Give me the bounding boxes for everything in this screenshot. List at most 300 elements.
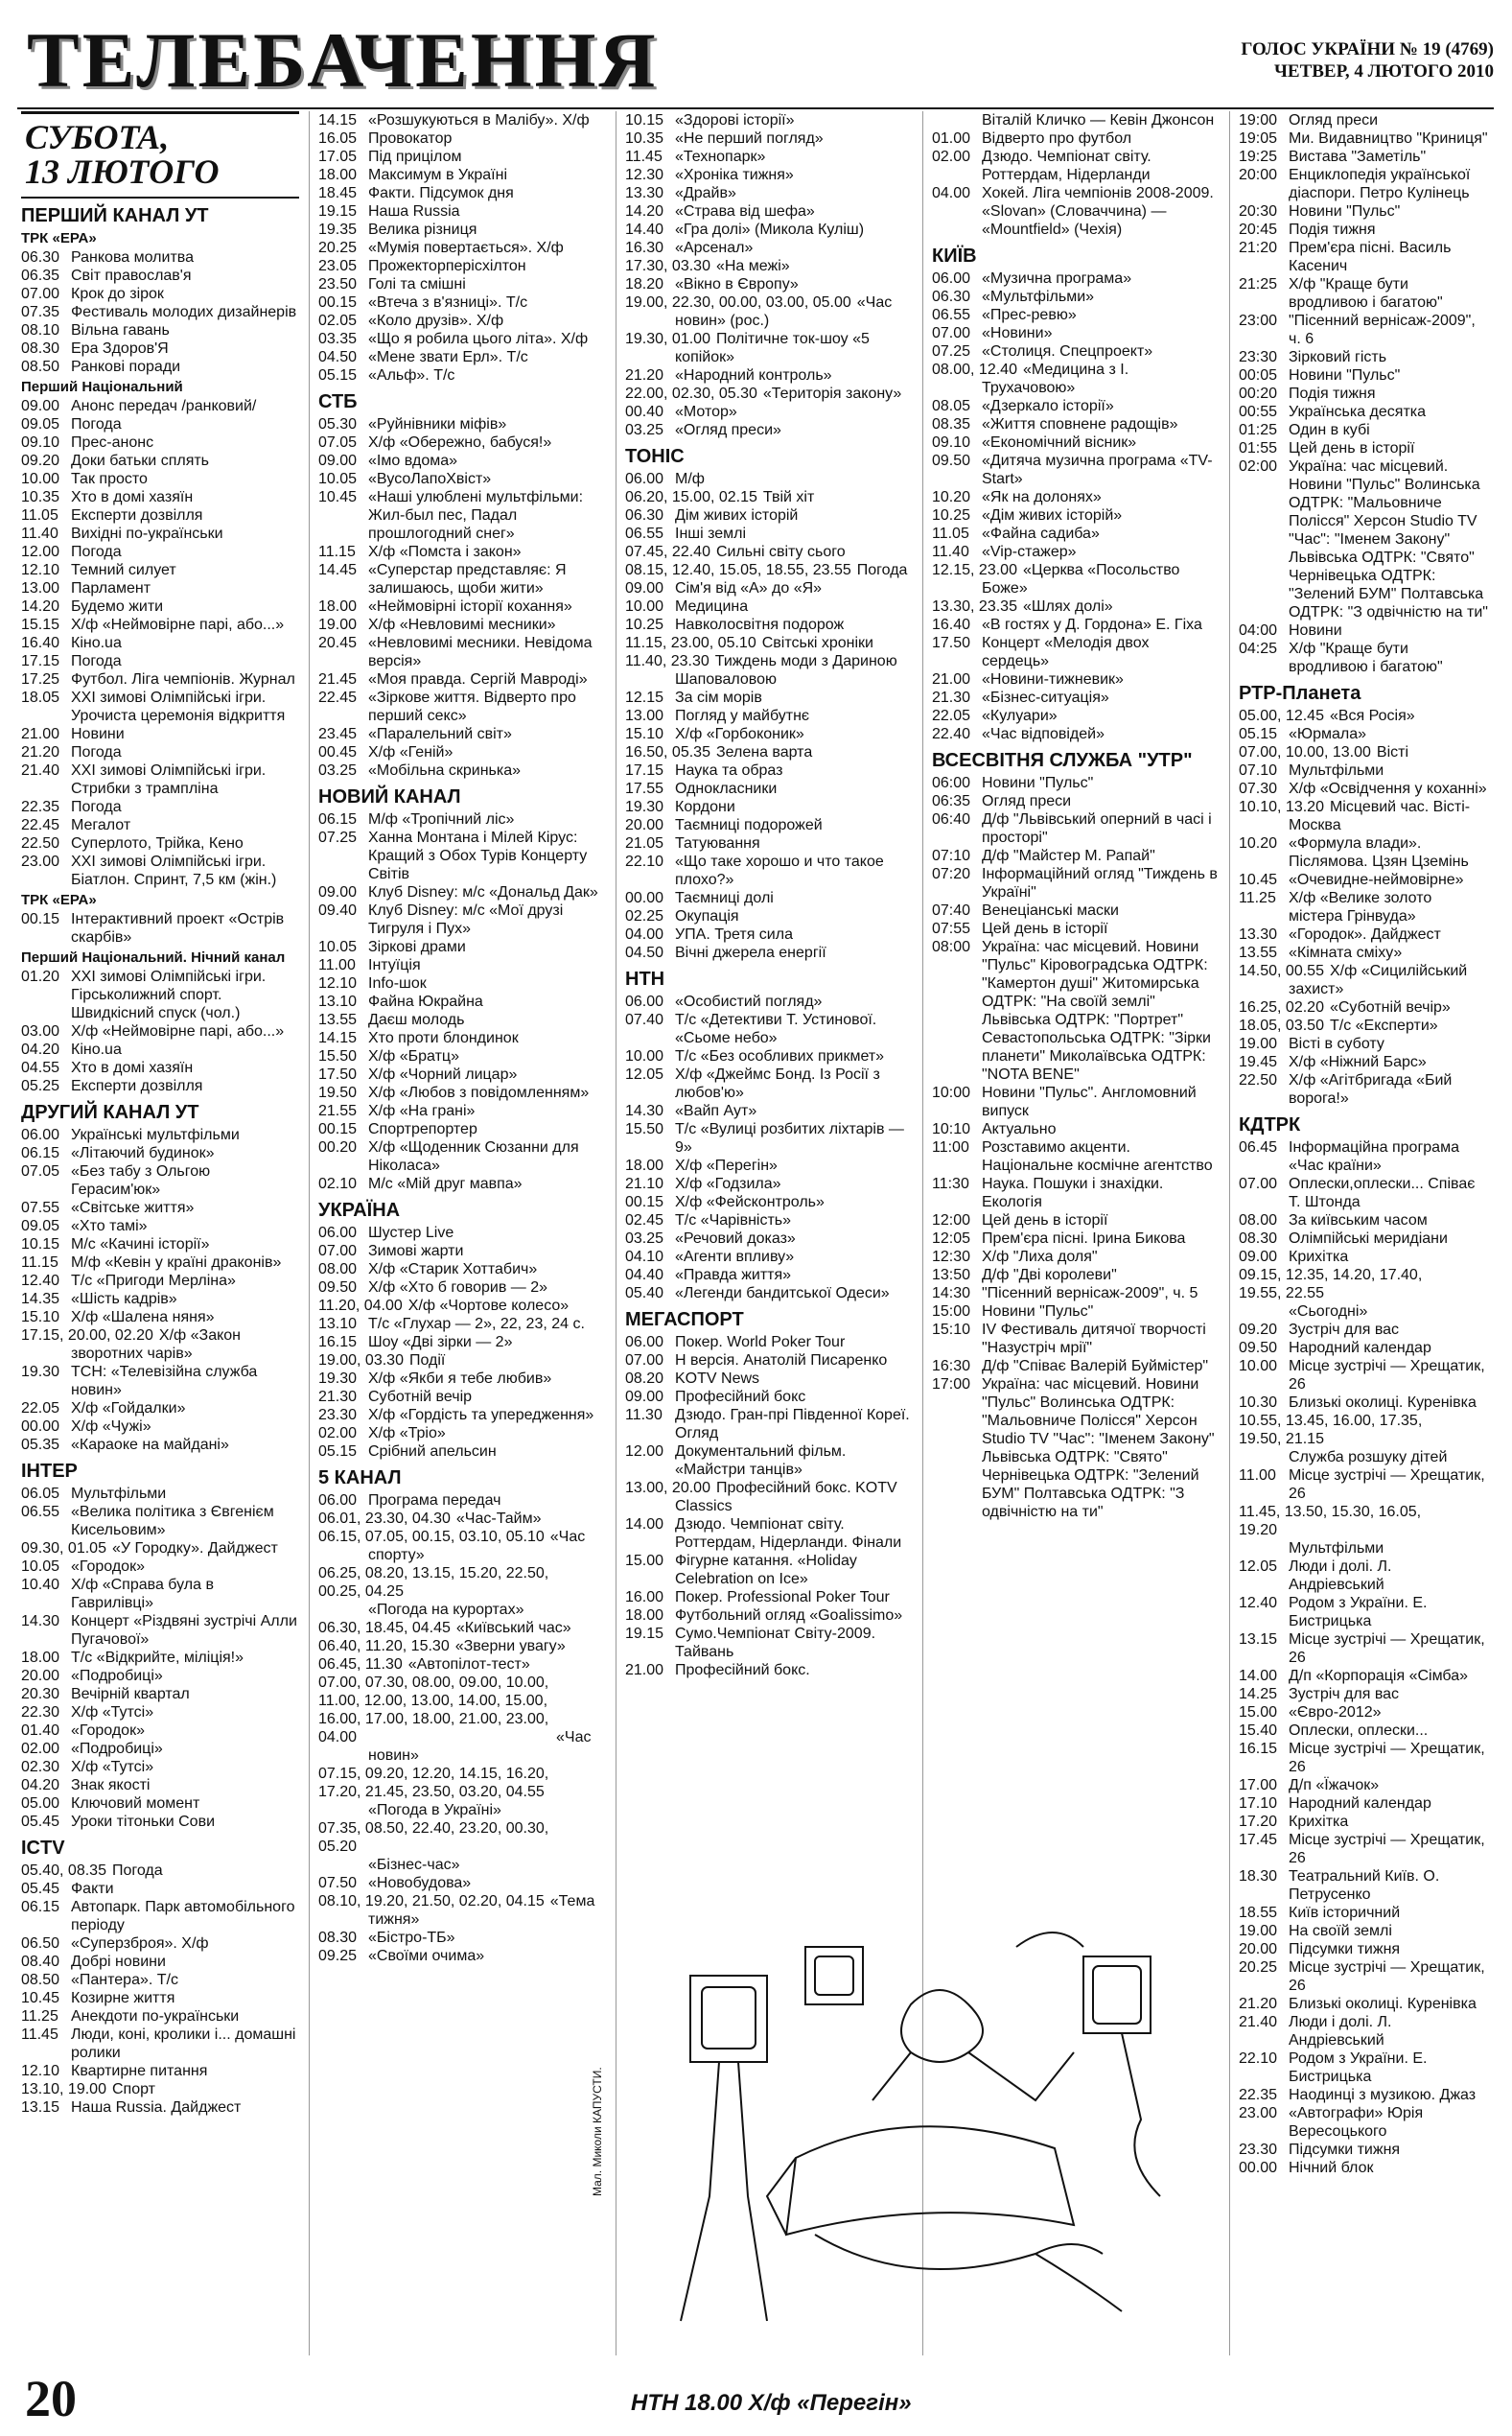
program-title: Татуювання (675, 835, 760, 852)
schedule-list (1239, 111, 1490, 2177)
program-title: Хто в домі хазяїн (71, 489, 194, 505)
program-time: 04.00 (625, 926, 664, 943)
program-time: 17.00 (1239, 1777, 1278, 1793)
program-entry (932, 506, 1220, 525)
channel-heading: ВСЕСВІТНЯ СЛУЖБА "УТР" (932, 750, 1193, 771)
program-title: Мультфільми (1289, 762, 1384, 779)
program-time: 09.50 (1239, 1340, 1278, 1356)
program-title: Професійний бокс. KOTV Classics (675, 1480, 897, 1514)
program-title: Родом з України. Е. Бистрицька (1289, 1595, 1428, 1629)
program-time: 21:25 (1239, 276, 1278, 293)
channel-heading: ПЕРШИЙ КАНАЛ УТ (21, 205, 209, 226)
program-title: Ранкові поради (71, 359, 181, 375)
program-title: Місце зустрічі — Хрещатик, 26 (1289, 1631, 1485, 1666)
program-entry (932, 1266, 1220, 1284)
program-entry (625, 1479, 913, 1515)
program-title: «Як на долонях» (982, 489, 1102, 505)
day-date: 13 ЛЮТОГО (25, 152, 220, 191)
program-title: Ми. Видавництво "Криниця" (1289, 130, 1488, 147)
program-entry (21, 1649, 299, 1667)
program-title: Мультфільми (1289, 1540, 1384, 1557)
program-time: 10.45 (318, 489, 358, 505)
program-title: Наука. Пошуки і знахідки. Екологія (982, 1176, 1164, 1210)
program-entry (21, 616, 299, 634)
program-title: «Руйнівники міфів» (368, 416, 507, 433)
program-title: Зимові жарти (368, 1243, 464, 1259)
program-entry (21, 1235, 299, 1253)
program-title: KOTV News (675, 1370, 760, 1387)
program-entry (932, 707, 1220, 725)
program-time: 11.30 (625, 1407, 663, 1423)
program-title: Хто в домі хазяїн (71, 1060, 194, 1076)
program-entry (932, 1248, 1220, 1266)
program-time: 14.20 (21, 598, 60, 615)
program-time: 09.30, 01.05 (21, 1540, 106, 1557)
program-time: 04.40 (625, 1267, 664, 1283)
program-title: Парламент (71, 580, 151, 597)
program-time: 09.40 (318, 902, 358, 919)
program-entry (625, 652, 913, 689)
program-entry (318, 1765, 606, 1819)
program-title: Олімпійські меридіани (1289, 1230, 1448, 1247)
program-time: 06.35 (21, 268, 60, 284)
program-entry (932, 543, 1220, 561)
program-entry (1239, 166, 1490, 202)
program-title: Крихітка (1289, 1814, 1349, 1830)
program-time: 15.15 (21, 617, 60, 633)
program-title: «Євро-2012» (1289, 1704, 1382, 1721)
program-time: 16.40 (21, 635, 60, 651)
program-entry (625, 1066, 913, 1102)
program-time: 02.00 (21, 1741, 60, 1757)
program-entry (932, 433, 1220, 452)
program-entry (1239, 944, 1490, 962)
program-entry (625, 129, 913, 148)
program-entry (625, 944, 913, 962)
program-title: «Народний контроль» (675, 367, 832, 384)
cartoon-illustration (623, 1909, 1208, 2331)
program-time: 20:45 (1239, 222, 1278, 238)
program-time: 17.20 (1239, 1814, 1278, 1830)
program-entry (625, 780, 913, 798)
program-time: 06:35 (932, 793, 971, 809)
program-entry (318, 1011, 606, 1029)
program-entry (318, 689, 606, 725)
program-time: 17.15 (21, 653, 60, 669)
program-entry (318, 470, 606, 488)
program-title: Голі та смішні (368, 276, 466, 293)
program-time: 08.30 (318, 1930, 358, 1946)
program-time: 05.40, 08.35 (21, 1862, 106, 1879)
program-time: 18.00 (625, 1158, 664, 1174)
program-title: Крок до зірок (71, 286, 164, 302)
program-entry (625, 293, 913, 330)
program-title: Новини (71, 726, 125, 742)
program-title: Покер. Professional Poker Tour (675, 1589, 890, 1605)
program-title: «ВусоЛапоХвіст» (368, 471, 492, 487)
program-entry (1239, 1831, 1490, 1867)
program-entry (318, 761, 606, 780)
program-time: 22.10 (1239, 2050, 1278, 2067)
program-time: 23:00 (1239, 313, 1278, 329)
program-time: 21.45 (318, 671, 358, 688)
program-time: 15.00 (1239, 1704, 1278, 1721)
program-entry (21, 1898, 299, 1934)
program-title: Х/ф «Закон зворотних чарів» (71, 1327, 242, 1362)
program-title: Темний силует (71, 562, 176, 578)
program-title: Д/ф "Співає Валерій Буймістер" (982, 1358, 1209, 1374)
program-time: 05.15 (318, 367, 358, 384)
program-title: «Кімната сміху» (1289, 945, 1403, 961)
program-time: 04:00 (1239, 622, 1278, 639)
channel-heading: УКРАЇНА (318, 1200, 401, 1221)
program-entry (318, 415, 606, 433)
program-entry (625, 725, 913, 743)
channel-heading: ТРК «ЕРА» (21, 230, 97, 246)
channel-heading: КДТРК (1239, 1114, 1301, 1136)
program-entry (318, 1874, 606, 1892)
program-time: 10.25 (625, 617, 664, 633)
schedule-list (932, 111, 1220, 1521)
program-time: 05.15 (1239, 726, 1278, 742)
program-time: 13.30, 23.35 (932, 598, 1017, 615)
program-entry (625, 366, 913, 385)
program-entry (21, 1308, 299, 1326)
program-title: "Пісенний вернісаж-2009", ч. 5 (982, 1285, 1198, 1301)
program-entry (1239, 1466, 1490, 1503)
program-time: 12:00 (932, 1212, 971, 1229)
program-title: Х/ф «Гойдалки» (71, 1400, 186, 1417)
program-entry (318, 974, 606, 993)
program-entry (625, 166, 913, 184)
program-title: «Невловимі месники. Невідома версія» (368, 635, 593, 669)
program-entry (318, 1351, 606, 1370)
program-time: 19.45 (1239, 1054, 1278, 1070)
program-entry (625, 853, 913, 889)
program-entry (625, 798, 913, 816)
program-title: «Життя сповнене радощів» (982, 416, 1178, 433)
program-entry (21, 798, 299, 816)
program-entry (932, 792, 1220, 810)
program-entry (1239, 1722, 1490, 1740)
program-entry (625, 707, 913, 725)
channel-heading: КИЇВ (932, 246, 977, 267)
program-title: «Речовий доказ» (675, 1230, 796, 1247)
program-title: «Подробиці» (71, 1668, 163, 1684)
channel-heading: ІНТЕР (21, 1461, 78, 1482)
program-title: Д/ф "Львівський оперний в часі і просторі" (982, 811, 1212, 846)
program-entry (625, 1406, 913, 1442)
program-time: 10.05 (318, 939, 358, 955)
program-title: «Дзеркало історії» (982, 398, 1114, 414)
program-time: 22.40 (932, 726, 971, 742)
program-entry (318, 1224, 606, 1242)
program-entry (1239, 1138, 1490, 1175)
program-title: «Київський час» (455, 1620, 571, 1636)
program-entry (625, 1333, 913, 1351)
program-time: 12.05 (625, 1066, 664, 1083)
figure-head (901, 1990, 983, 2062)
program-title: «Не перший погляд» (675, 130, 824, 147)
program-time: 09.50 (318, 1279, 358, 1296)
column-2 (318, 111, 606, 2355)
program-time: 05.45 (21, 1881, 60, 1897)
program-title: Х/ф "Краще бути вродливою і багатою" (1289, 276, 1443, 311)
program-entry (1239, 2104, 1490, 2141)
program-time: 02.30 (21, 1759, 60, 1775)
program-title: «Дім живих історій» (982, 507, 1123, 524)
program-time: 08.05 (932, 398, 971, 414)
program-entry (932, 1284, 1220, 1302)
program-time: 17.30, 03.30 (625, 258, 710, 274)
program-entry (1239, 312, 1490, 348)
program-entry (21, 1539, 299, 1558)
program-entry (21, 1685, 299, 1703)
program-time: 07:10 (932, 848, 971, 864)
program-title: Погляд у майбутнє (675, 708, 810, 724)
program-time: 11.15 (21, 1254, 58, 1271)
program-time: 16.00 (625, 1589, 664, 1605)
program-time: 22.35 (1239, 2087, 1278, 2103)
program-title: Факти (71, 1881, 114, 1897)
program-time: 06.15, 07.05, 00.15, 03.10, 05.10 (318, 1529, 545, 1545)
program-time: 19.30 (21, 1364, 60, 1380)
program-time: 09.10 (932, 434, 971, 451)
program-time: 09.05 (21, 416, 60, 433)
program-time: 15.40 (1239, 1722, 1278, 1739)
program-title: Info-шок (368, 975, 427, 992)
program-time: 13.15 (1239, 1631, 1278, 1648)
program-title: Інформаційна програма «Час країни» (1289, 1139, 1459, 1174)
program-entry (625, 275, 913, 293)
program-time: 10.55, 13.45, 16.00, 17.35, 19.50, 21.15 (1239, 1413, 1423, 1447)
program-entry (932, 148, 1220, 184)
program-time: 07.05 (318, 434, 358, 451)
program-time: 11.45, 13.50, 15.30, 16.05, 19.20 (1239, 1504, 1422, 1538)
program-title: «Що я робила цього літа». Х/ф (368, 331, 589, 347)
program-entry (318, 1102, 606, 1120)
program-title: «Економічний вісник» (982, 434, 1137, 451)
program-entry (21, 761, 299, 798)
program-title: Суперлото, Трійка, Кено (71, 835, 244, 852)
program-title: Наука та образ (675, 762, 783, 779)
program-time: 11.05 (21, 507, 58, 524)
program-entry (1239, 871, 1490, 889)
channel-heading: Перший Національний (21, 379, 183, 395)
program-time: 07.00 (21, 286, 60, 302)
program-time: 06.30, 18.45, 04.45 (318, 1620, 451, 1636)
program-entry (625, 1120, 913, 1157)
program-entry (1239, 421, 1490, 439)
program-time: 20:00 (1239, 167, 1278, 183)
program-entry (932, 1211, 1220, 1230)
program-title: Т/с «Глухар — 2», 22, 23, 24 с. (368, 1316, 585, 1332)
program-title: Зелена варта (715, 744, 813, 761)
program-time: 10:10 (932, 1121, 971, 1137)
program-entry (318, 1029, 606, 1047)
program-entry (625, 1175, 913, 1193)
program-time: 06.15 (21, 1899, 60, 1915)
program-time: 00.15 (625, 1194, 664, 1210)
program-entry (21, 1436, 299, 1454)
program-title: «Велика політика з Євгенієм Кисельовим» (71, 1504, 274, 1538)
program-title: «Музична програма» (982, 270, 1132, 287)
program-title: «Файна садиба» (982, 526, 1100, 542)
program-time: 19.00 (1239, 1036, 1278, 1052)
program-title: Програма передач (368, 1492, 501, 1509)
program-entry (21, 1576, 299, 1612)
program-time: 21.40 (1239, 2014, 1278, 2030)
program-time: 10.00 (625, 1048, 664, 1065)
program-title: Добрі новини (71, 1954, 166, 1970)
program-time: 08.50 (21, 359, 60, 375)
program-title: «Очевидне-неймовірне» (1289, 872, 1464, 888)
program-title: «Що таке хорошо и что такое плохо?» (675, 854, 884, 888)
program-entry (1239, 1813, 1490, 1831)
program-time: 23.00 (1239, 2105, 1278, 2121)
program-time: 19.15 (318, 203, 358, 220)
program-time: 09.10 (21, 434, 60, 451)
program-entry (1239, 1740, 1490, 1776)
program-entry (21, 743, 299, 761)
program-time: 10.45 (21, 1990, 60, 2006)
program-title: Місцевий час. Вісті-Москва (1289, 799, 1471, 833)
program-time: 19.30 (625, 799, 664, 815)
program-entry (932, 288, 1220, 306)
program-title: «Кулуари» (982, 708, 1058, 724)
program-time: 20.00 (625, 817, 664, 833)
program-time: 06.00 (932, 270, 971, 287)
fish-tail (815, 2235, 1122, 2311)
section-title: ТЕЛЕБАЧЕННЯ (27, 16, 659, 104)
program-title: Т/с «Детективи Т. Устинової. «Сьоме небо» (675, 1012, 877, 1046)
program-title: Погода (71, 416, 122, 433)
program-title: «Городок» (71, 1722, 145, 1739)
program-title: Х/ф «Агітбригада «Бий ворога!» (1289, 1072, 1453, 1107)
program-entry (932, 184, 1220, 239)
program-time: 05.30 (318, 416, 358, 433)
program-time: 03.25 (625, 422, 664, 438)
program-entry (21, 1667, 299, 1685)
program-time: 01.00 (932, 130, 971, 147)
program-entry (625, 1211, 913, 1230)
channel-heading: НОВИЙ КАНАЛ (318, 786, 461, 808)
program-time: 06.30 (932, 289, 971, 305)
program-time: 13.15 (21, 2099, 60, 2116)
program-time: 18.00 (21, 1650, 60, 1666)
program-entry (318, 543, 606, 561)
program-title: Д/ф "Дві королеви" (982, 1267, 1117, 1283)
program-title: Професійний бокс (675, 1389, 806, 1405)
program-entry (1239, 621, 1490, 640)
program-entry (932, 1084, 1220, 1120)
program-time: 15.10 (625, 726, 664, 742)
program-time: 14.40 (625, 222, 664, 238)
program-entry (625, 816, 913, 834)
program-entry (932, 1138, 1220, 1175)
program-entry (21, 1022, 299, 1041)
program-entry (21, 2062, 299, 2080)
program-entry (625, 689, 913, 707)
program-time: 15.00 (625, 1553, 664, 1569)
program-title: XXI зимові Олімпійські ігри. Біатлон. Спринт, 7,5 км (жін.) (71, 854, 277, 888)
program-title: Місце зустрічі — Хрещатик, 26 (1289, 1741, 1485, 1775)
program-time: 22.00, 02.30, 05.30 (625, 386, 757, 402)
program-title: Твій хіт (762, 489, 815, 505)
program-time: 08.35 (932, 416, 971, 433)
program-title: М/с «Мій друг мавпа» (368, 1176, 523, 1192)
program-entry (932, 129, 1220, 148)
program-entry (625, 506, 913, 525)
program-title: "Пісенний вернісаж-2009", ч. 6 (1289, 313, 1476, 347)
program-entry (318, 1138, 606, 1175)
program-entry (932, 306, 1220, 324)
program-entry (318, 1315, 606, 1333)
program-time: 19.00 (1239, 1923, 1278, 1939)
program-title: Огляд преси (1289, 112, 1379, 129)
program-time: 10.35 (21, 489, 60, 505)
program-entry (21, 1813, 299, 1831)
program-title: «Час-Тайм» (455, 1511, 542, 1527)
program-time: 06.45 (1239, 1139, 1278, 1156)
program-entry (21, 1059, 299, 1077)
program-time: 19:00 (1239, 112, 1278, 129)
program-entry (1239, 1503, 1490, 1558)
program-time: 10.00 (21, 471, 60, 487)
program-time: 19.30 (318, 1370, 358, 1387)
program-title: Документальний фільм. «Майстри танців» (675, 1443, 847, 1478)
program-time: 16.30 (625, 240, 664, 256)
program-entry (625, 111, 913, 129)
program-title: Х/ф «Старик Хоттабич» (368, 1261, 538, 1277)
program-title: «Мультфільми» (982, 289, 1095, 305)
program-title: М/с «Качині історії» (71, 1236, 210, 1253)
program-entry (318, 1892, 606, 1929)
program-title: «Світське життя» (71, 1200, 195, 1216)
program-time: 19.00 (318, 617, 358, 633)
program-title: «Моя правда. Сергій Мавроді» (368, 671, 588, 688)
program-title: Політичне ток-шоу «5 копійок» (675, 331, 870, 365)
program-entry (625, 1230, 913, 1248)
program-entry (932, 810, 1220, 847)
program-entry (1239, 1175, 1490, 1211)
program-title: Т/с «Експерти» (1329, 1018, 1438, 1034)
program-time: 12.15 (625, 690, 664, 706)
program-time: 11:30 (932, 1176, 969, 1192)
program-time: 16.25, 02.20 (1239, 999, 1324, 1016)
program-time: 06.25, 08.20, 13.15, 15.20, 22.50, 00.25, 04.25 (318, 1565, 549, 1600)
program-time: 15:10 (932, 1322, 971, 1338)
program-entry (932, 1357, 1220, 1375)
program-title: «Новини» (982, 325, 1053, 341)
program-entry (21, 910, 299, 947)
program-entry (21, 1144, 299, 1162)
schedule-list (21, 204, 299, 2117)
program-title: Х/ф «Невловимі месники» (368, 617, 556, 633)
program-time: 18.05, 03.50 (1239, 1018, 1324, 1034)
program-entry (625, 561, 913, 579)
program-entry (21, 1722, 299, 1740)
program-entry (1239, 2050, 1490, 2086)
program-time: 01.40 (21, 1722, 60, 1739)
program-title: Люди, коні, кролики і... домашні ролики (71, 2026, 296, 2061)
program-time: 07.35, 08.50, 22.40, 23.20, 00.30, 05.20 (318, 1820, 549, 1855)
program-title: Х/ф «Фейсконтроль» (675, 1194, 825, 1210)
program-entry (932, 525, 1220, 543)
program-title: XXI зимові Олімпійські ігри. Урочиста церемонія відкриття (71, 690, 286, 724)
program-entry (21, 397, 299, 415)
program-title: Ера Здоров'Я (71, 340, 169, 357)
